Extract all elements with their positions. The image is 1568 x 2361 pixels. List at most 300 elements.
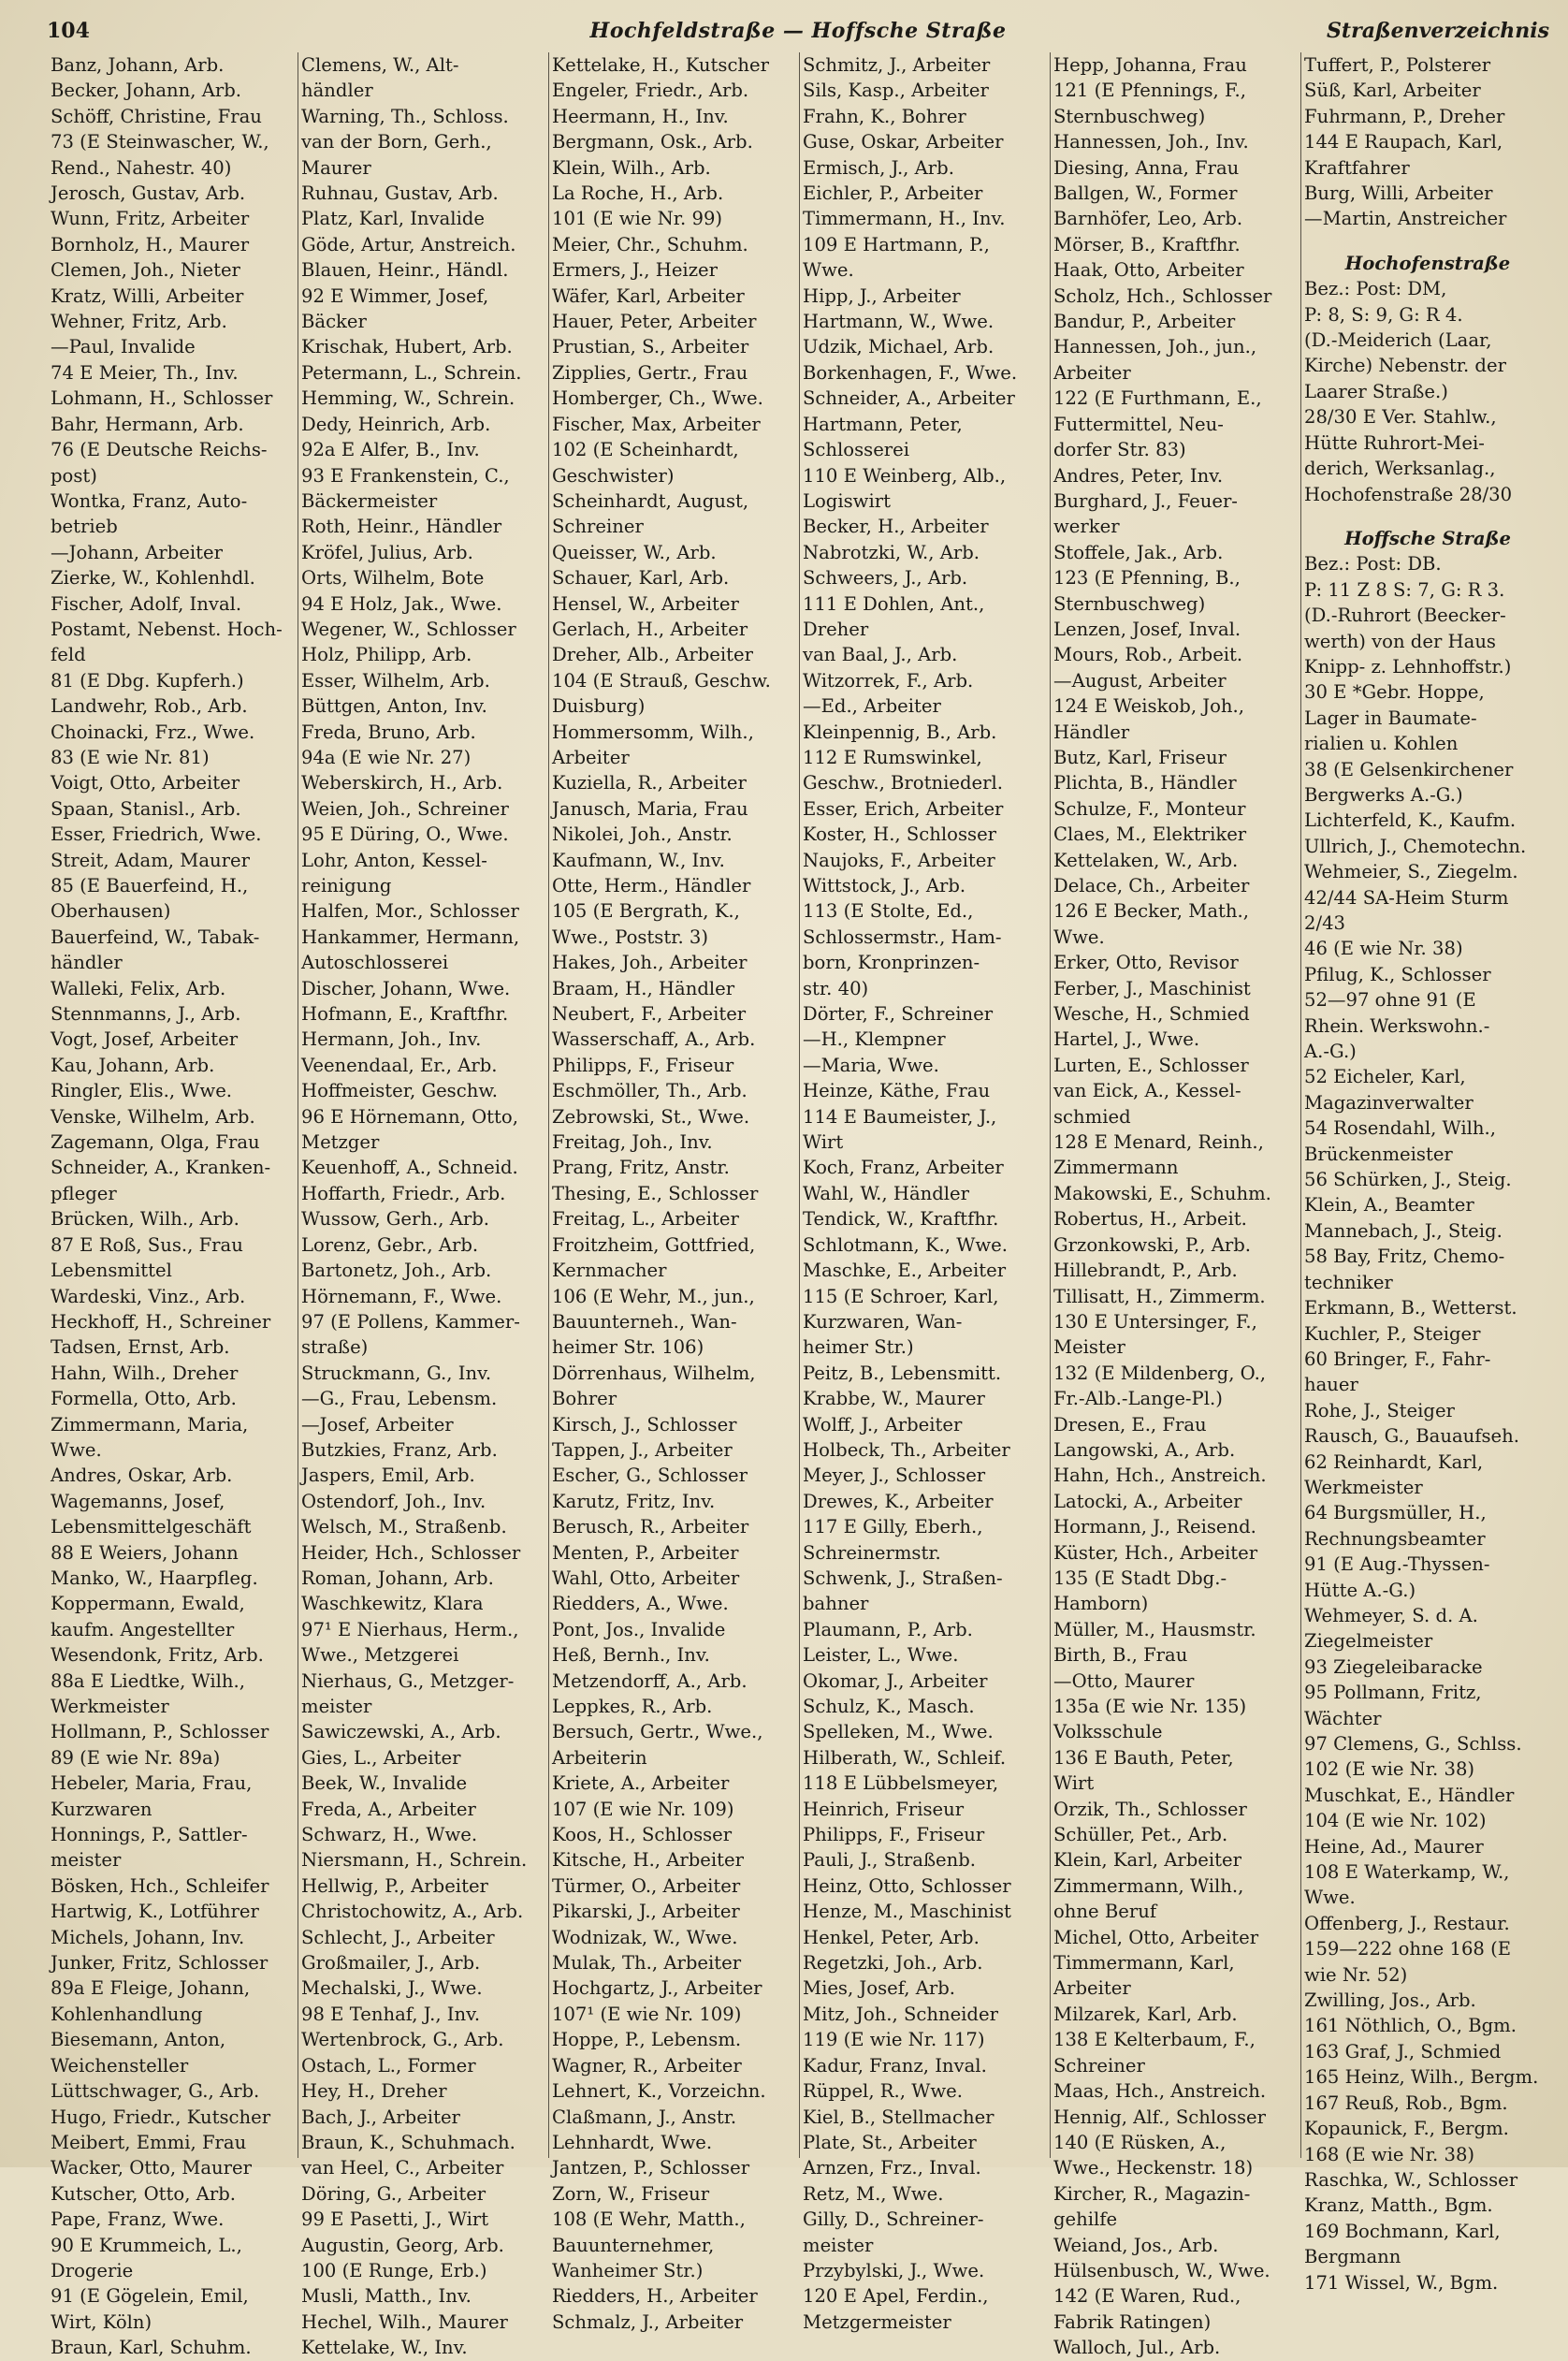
directory-entry: 117 E Gilly, Eberh., [803, 1516, 983, 1538]
directory-entry: Wegener, W., Schlosser [301, 618, 516, 640]
directory-entry: Hauer, Peter, Arbeiter [552, 311, 757, 333]
directory-entry: Bauerfeind, W., Tabak- [51, 925, 260, 948]
directory-entry: 165 Heinz, Wilh., Bergm. [1304, 2066, 1539, 2089]
directory-entry: Langowski, A., Arb. [1053, 1438, 1236, 1461]
directory-entry: Bauunterneh., Wan- [552, 1310, 737, 1333]
directory-entry: Tendick, W., Kraftfhr. [803, 1208, 999, 1231]
directory-entry: 96 E Hörnemann, Otto, [301, 1105, 518, 1128]
directory-entry: Schulze, F., Monteur [1053, 797, 1246, 820]
directory-entry: Arbeiterin [552, 1746, 647, 1769]
directory-entry: Wolff, J., Arbeiter [803, 1413, 963, 1436]
directory-entry: Maas, Hch., Anstreich. [1053, 2080, 1267, 2103]
directory-entry: Dresen, E., Frau [1053, 1413, 1207, 1436]
directory-entry: Schmalz, J., Arbeiter [552, 2310, 744, 2333]
directory-entry: Kaufmann, W., Inv. [552, 849, 725, 871]
directory-entry: 169 Bochmann, Karl, [1304, 2220, 1501, 2242]
directory-entry: Claes, M., Elektriker [1053, 823, 1247, 846]
directory-entry: Werkmeister [51, 1696, 169, 1717]
directory-entry: Sternbuschweg) [1053, 592, 1206, 615]
directory-entry: Wahl, Otto, Arbeiter [552, 1567, 740, 1589]
directory-entry: 92 E Wimmer, Josef, [301, 284, 489, 307]
directory-entry: Heß, Bernh., Inv. [552, 1644, 710, 1667]
directory-entry: Tappen, J., Arbeiter [552, 1438, 733, 1461]
directory-entry: Werkmeister [1304, 1476, 1423, 1498]
directory-entry: Burghard, J., Feuer- [1053, 489, 1238, 512]
directory-entry: 88a E Liedtke, Wilh., [51, 1669, 245, 1692]
directory-entry: Queisser, W., Arb. [552, 541, 717, 563]
directory-entry: 107¹ (E wie Nr. 109) [552, 2003, 742, 2025]
directory-entry: —August, Arbeiter [1053, 669, 1227, 692]
directory-entry: Schlossermstr., Ham- [803, 925, 1002, 948]
directory-entry: Walloch, Jul., Arb. [1053, 2337, 1221, 2359]
directory-entry: Heider, Hch., Schlosser [301, 1541, 521, 1564]
directory-entry: Heinz, Otto, Schlosser [803, 1874, 1011, 1897]
directory-entry: Leppkes, R., Arb. [552, 1696, 713, 1717]
directory-entry: Orzik, Th., Schlosser [1053, 1798, 1247, 1820]
directory-entry: Schwenk, J., Straßen- [803, 1567, 1003, 1589]
directory-entry: Walleki, Felix, Arb. [51, 977, 226, 999]
directory-entry: Fabrik Ratingen) [1053, 2310, 1212, 2333]
directory-entry: Formella, Otto, Arb. [51, 1388, 237, 1410]
directory-entry: (D.-Ruhrort (Beecker- [1304, 605, 1506, 627]
directory-entry: schmied [1053, 1105, 1131, 1128]
directory-entry: Weberskirch, H., Arb. [301, 772, 503, 794]
directory-entry: Scheinhardt, August, [552, 489, 749, 512]
directory-entry: 94a (E wie Nr. 27) [301, 746, 472, 768]
directory-entry: 126 E Becker, Math., [1053, 900, 1249, 923]
directory-entry: 42/44 SA-Heim Sturm [1304, 886, 1509, 909]
directory-entry: Venske, Wilhelm, Arb. [51, 1105, 255, 1128]
directory-entry: Biesemann, Anton, [51, 2029, 226, 2051]
directory-entry: Koos, H., Schlosser [552, 1824, 733, 1846]
directory-entry: Halfen, Mor., Schlosser [301, 900, 519, 923]
directory-entry: gehilfe [1053, 2208, 1118, 2231]
directory-entry: dorfer Str. 83) [1053, 439, 1186, 461]
directory-entry: Regetzki, Joh., Arb. [803, 1952, 983, 1975]
directory-entry: Volksschule [1053, 1721, 1163, 1743]
directory-entry: Pfilug, K., Schlosser [1304, 963, 1491, 985]
directory-entry: 107 (E wie Nr. 109) [552, 1798, 734, 1820]
directory-entry: Müller, M., Hausmstr. [1053, 1618, 1256, 1640]
directory-entry: techniker [1304, 1271, 1393, 1293]
directory-entry: Kriete, A., Arbeiter [552, 1772, 730, 1795]
directory-entry: post) [51, 464, 97, 487]
directory-entry: Bach, J., Arbeiter [301, 2106, 460, 2128]
directory-entry: Retz, M., Wwe. [803, 2182, 944, 2205]
directory-entry: Magazinverwalter [1304, 1091, 1474, 1114]
directory-entry: Schlecht, J., Arbeiter [301, 1926, 495, 1948]
directory-entry: Tuffert, P., Polsterer [1304, 54, 1491, 76]
directory-entry: Holbeck, Th., Arbeiter [803, 1438, 1010, 1461]
directory-entry: Michel, Otto, Arbeiter [1053, 1926, 1259, 1948]
directory-entry: 108 (E Wehr, Matth., [552, 2208, 746, 2231]
directory-entry: 30 E *Gebr. Hoppe, [1304, 681, 1485, 704]
directory-entry: van Baal, J., Arb. [803, 644, 958, 666]
column-1 [47, 52, 298, 2359]
directory-entry: 105 (E Bergrath, K., [552, 900, 740, 923]
directory-entry: Heermann, H., Inv. [552, 105, 729, 127]
directory-entry: Kernmacher [552, 1260, 667, 1282]
directory-entry: Lohmann, H., Schlosser [51, 387, 273, 410]
directory-entry: Kettelake, H., Kutscher [552, 54, 770, 76]
directory-entry: Barnhöfer, Leo, Arb. [1053, 208, 1243, 230]
directory-entry: —G., Frau, Lebensm. [301, 1388, 498, 1410]
directory-entry: Kircher, R., Magazin- [1053, 2182, 1251, 2205]
directory-entry: Kohlenhandlung [51, 2003, 203, 2025]
directory-entry: Henkel, Peter, Arb. [803, 1926, 980, 1948]
directory-entry: 56 Schürken, J., Steig. [1304, 1169, 1512, 1191]
column-2 [298, 52, 548, 2359]
directory-entry: Maurer [301, 156, 371, 179]
directory-entry: Hamborn) [1053, 1593, 1149, 1615]
directory-entry: Hochofenstraße 28/30 [1304, 483, 1513, 505]
section-title: Straßenverzeichnis [1327, 19, 1549, 43]
directory-entry: Ermers, J., Heizer [552, 259, 718, 282]
directory-entry: Otte, Herm., Händler [552, 875, 751, 896]
directory-entry: —H., Klempner [803, 1028, 946, 1051]
directory-entry: Lenzen, Josef, Inval. [1053, 618, 1241, 640]
directory-entry: Brücken, Wilh., Arb. [51, 1208, 240, 1231]
directory-entry: Hellwig, P., Arbeiter [301, 1874, 488, 1897]
directory-entry: Türmer, O., Arbeiter [552, 1874, 741, 1897]
directory-entry: 102 (E Scheinhardt, [552, 439, 739, 461]
directory-entry: Mies, Josef, Arb. [803, 1977, 956, 2000]
directory-entry: Freda, A., Arbeiter [301, 1798, 476, 1820]
directory-entry: Banz, Johann, Arb. [51, 54, 225, 76]
directory-entry: Wittstock, J., Arb. [803, 875, 966, 896]
directory-entry: Koster, H., Schlosser [803, 823, 997, 846]
directory-entry: Hollmann, P., Schlosser [51, 1721, 269, 1743]
directory-entry: 95 E Düring, O., Wwe. [301, 823, 509, 846]
directory-entry: Diesing, Anna, Frau [1053, 156, 1240, 179]
directory-entry: Koppermann, Ewald, [51, 1593, 245, 1615]
directory-entry: Wagemanns, Josef, [51, 1490, 225, 1512]
directory-entry: bahner [803, 1593, 869, 1615]
directory-entry: Plichta, B., Händler [1053, 772, 1237, 794]
directory-entry: Arbeiter [552, 746, 630, 768]
directory-entry: Braam, H., Händler [552, 977, 735, 999]
directory-entry: Heine, Ad., Maurer [1304, 1835, 1484, 1858]
directory-entry: 112 E Rumswinkel, [803, 746, 982, 768]
directory-entry: Veenendaal, Er., Arb. [301, 1054, 498, 1076]
directory-entry: Ringler, Elis., Wwe. [51, 1080, 233, 1102]
directory-entry: Latocki, A., Arbeiter [1053, 1490, 1242, 1512]
directory-entry: Kleinpennig, B., Arb. [803, 721, 997, 743]
directory-entry: Struckmann, G., Inv. [301, 1362, 492, 1384]
directory-entry: —Martin, Anstreicher [1304, 208, 1507, 230]
directory-entry: Schulz, K., Masch. [803, 1696, 975, 1717]
directory-entry: Heckhoff, H., Schreiner [51, 1310, 271, 1333]
directory-entry: Meyer, J., Schlosser [803, 1465, 986, 1487]
directory-entry: Voigt, Otto, Arbeiter [51, 772, 240, 794]
directory-entry: 119 (E wie Nr. 117) [803, 2029, 985, 2051]
directory-entry: Roth, Heinr., Händler [301, 516, 502, 538]
directory-entry: Schreiner [1053, 2054, 1145, 2077]
directory-entry: Raschka, W., Schlosser [1304, 2168, 1518, 2191]
directory-entry: Autoschlosserei [301, 952, 449, 974]
directory-entry: Offenberg, J., Restaur. [1304, 1912, 1510, 1934]
directory-entry: Weien, Joh., Schreiner [301, 797, 509, 820]
directory-entry: Klein, Wilh., Arb. [552, 156, 711, 179]
directory-entry: Schlosserei [803, 439, 910, 461]
directory-entry: Wardeski, Vinz., Arb. [51, 1285, 246, 1307]
directory-entry: str. 40) [803, 977, 869, 999]
directory-entry: Arnzen, Frz., Inval. [803, 2157, 981, 2179]
directory-entry: Fuhrmann, P., Dreher [1304, 105, 1505, 127]
directory-entry: Wagner, R., Arbeiter [552, 2054, 742, 2077]
directory-entry: 104 (E Strauß, Geschw. [552, 669, 771, 692]
directory-entry: Streit, Adam, Maurer [51, 849, 250, 871]
directory-entry: Ostendorf, Joh., Inv. [301, 1490, 486, 1512]
directory-entry: 101 (E wie Nr. 99) [552, 208, 723, 230]
directory-entry: 124 E Weiskob, Joh., [1053, 695, 1245, 718]
page-number: 104 [47, 19, 90, 43]
directory-entry: händler [301, 80, 373, 102]
directory-entry: Wunn, Fritz, Arbeiter [51, 208, 250, 230]
directory-entry: Bez.: Post: DB. [1304, 553, 1442, 576]
directory-entry: 97 (E Pollens, Kammer- [301, 1310, 520, 1333]
directory-entry: Riedders, A., Wwe. [552, 1593, 729, 1615]
directory-entry: Hakes, Joh., Arbeiter [552, 952, 748, 974]
directory-entry: —Paul, Invalide [51, 336, 196, 358]
directory-entry: 92a E Alfer, B., Inv. [301, 439, 480, 461]
directory-entry: Landwehr, Rob., Arb. [51, 695, 248, 718]
directory-entry: Hahn, Hch., Anstreich. [1053, 1465, 1267, 1487]
directory-entry: 73 (E Steinwascher, W., [51, 131, 269, 153]
directory-entry: Bandur, P., Arbeiter [1053, 311, 1236, 333]
directory-entry: 136 E Bauth, Peter, [1053, 1746, 1234, 1769]
directory-entry: Nikolei, Joh., Anstr. [552, 823, 733, 846]
directory-entry: Bäcker [301, 311, 367, 333]
directory-entry: 87 E Roß, Sus., Frau [51, 1233, 243, 1256]
directory-entry: Wwe., Poststr. 3) [552, 925, 709, 948]
directory-entry: Prustian, S., Arbeiter [552, 336, 749, 358]
directory-entry: Froitzheim, Gottfried, [552, 1233, 756, 1256]
directory-entry: van Eick, A., Kessel- [1053, 1080, 1241, 1102]
directory-entry: Sawiczewski, A., Arb. [301, 1721, 501, 1743]
directory-entry: Bauunternehmer, [552, 2234, 715, 2256]
spacer [1304, 507, 1551, 520]
directory-entry: Ziegelmeister [1304, 1630, 1433, 1653]
directory-entry: 171 Wissel, W., Bgm. [1304, 2271, 1499, 2294]
directory-entry: Spelleken, M., Wwe. [803, 1721, 994, 1743]
directory-entry: Schlotmann, K., Wwe. [803, 1233, 1008, 1256]
directory-entry: Kuchler, P., Steiger [1304, 1322, 1481, 1345]
directory-entry: Mours, Rob., Arbeit. [1053, 644, 1243, 666]
directory-entry: Hennig, Alf., Schlosser [1053, 2106, 1266, 2128]
directory-entry: Fischer, Max, Arbeiter [552, 413, 761, 435]
directory-entry: Drewes, K., Arbeiter [803, 1490, 994, 1512]
directory-entry: händler [51, 952, 123, 974]
directory-entry: reinigung [301, 875, 392, 896]
directory-entry: —Otto, Maurer [1053, 1669, 1195, 1692]
directory-entry: Grzonkowski, P., Arb. [1053, 1233, 1252, 1256]
directory-entry: Rhein. Werkswohn.- [1304, 1014, 1490, 1037]
directory-entry: Lager in Baumate- [1304, 707, 1477, 729]
directory-entry: Pikarski, J., Arbeiter [552, 1901, 740, 1923]
directory-entry: 38 (E Gelsenkirchener [1304, 758, 1514, 780]
directory-entry: Naujoks, F., Arbeiter [803, 849, 995, 871]
directory-entry: Tillisatt, H., Zimmerm. [1053, 1285, 1266, 1307]
directory-entry: Waschkewitz, Klara [301, 1593, 484, 1615]
directory-entry: Philipps, F., Friseur [552, 1054, 734, 1076]
directory-entry: Rüppel, R., Wwe. [803, 2080, 963, 2103]
directory-entry: Kopaunick, F., Bergm. [1304, 2118, 1509, 2140]
directory-entry: Wehmeyer, S. d. A. [1304, 1604, 1478, 1626]
directory-entry: Rend., Nahestr. 40) [51, 156, 232, 179]
directory-entry: Händler [1053, 721, 1130, 743]
directory-entry: Ermisch, J., Arb. [803, 156, 954, 179]
directory-entry: 95 Pollmann, Fritz, [1304, 1682, 1482, 1704]
directory-entry: Weichensteller [51, 2054, 189, 2077]
directory-entry: Bartonetz, Joh., Arb. [301, 1260, 492, 1282]
directory-entry: Hankammer, Hermann, [301, 925, 520, 948]
directory-entry: Braun, K., Schuhmach. [301, 2131, 515, 2153]
directory-entry: Hahn, Wilh., Dreher [51, 1362, 239, 1384]
directory-entry: Koch, Franz, Arbeiter [803, 1157, 1004, 1179]
directory-entry: Braun, Karl, Schuhm. [51, 2337, 252, 2359]
directory-entry: Augustin, Georg, Arb. [301, 2234, 504, 2256]
directory-entry: Dedy, Heinrich, Arb. [301, 413, 491, 435]
directory-entry: Kirsch, J., Schlosser [552, 1413, 737, 1436]
directory-entry: Platz, Karl, Invalide [301, 208, 485, 230]
directory-entry: La Roche, H., Arb. [552, 182, 724, 205]
directory-entry: Manko, W., Haarpfleg. [51, 1567, 258, 1589]
directory-entry: Rausch, G., Bauaufseh. [1304, 1425, 1519, 1448]
directory-entry: Udzik, Michael, Arb. [803, 336, 995, 358]
directory-entry: Zimmermann, Maria, [51, 1413, 249, 1436]
directory-entry: Wehner, Fritz, Arb. [51, 311, 227, 333]
directory-entry: Wäfer, Karl, Arbeiter [552, 284, 745, 307]
directory-entry: Nierhaus, G., Metzger- [301, 1669, 515, 1692]
directory-entry: 135a (E wie Nr. 135) [1053, 1696, 1247, 1717]
directory-entry: Kettelaken, W., Arb. [1053, 849, 1239, 871]
directory-entry: Junker, Fritz, Schlosser [51, 1952, 269, 1975]
directory-entry: Kitsche, H., Arbeiter [552, 1849, 745, 1872]
column-4 [799, 52, 1050, 2333]
directory-entry: Lohr, Anton, Kessel- [301, 849, 487, 871]
directory-entry: Schüller, Pet., Arb. [1053, 1824, 1228, 1846]
directory-entry: Przybylski, J., Wwe. [803, 2259, 985, 2281]
directory-entry: 81 (E Dbg. Kupferh.) [51, 669, 244, 692]
directory-entry: Bornholz, H., Maurer [51, 233, 250, 255]
directory-entry: Metzger [301, 1131, 380, 1154]
directory-entry: Tadsen, Ernst, Arb. [51, 1336, 230, 1359]
column-6 [1300, 52, 1551, 2294]
directory-entry: Kratz, Willi, Arbeiter [51, 284, 244, 307]
directory-entry: 118 E Lübbelsmeyer, [803, 1772, 999, 1795]
directory-entry: 52—97 ohne 91 (E [1304, 989, 1476, 1012]
directory-entry: 89 (E wie Nr. 89a) [51, 1746, 221, 1769]
directory-entry: 109 E Hartmann, P., [803, 233, 990, 255]
directory-entry: Clemens, W., Alt- [301, 54, 459, 76]
directory-entry: Burg, Willi, Arbeiter [1304, 182, 1493, 205]
column-3 [548, 52, 799, 2333]
directory-entry: Schreinermstr. [803, 1541, 941, 1564]
directory-entry: pfleger [51, 1182, 117, 1204]
directory-entry: Eichler, P., Arbeiter [803, 182, 983, 205]
directory-entry: 64 Burgsmüller, H., [1304, 1502, 1487, 1524]
directory-entry: Wwe. [1304, 1887, 1356, 1909]
directory-entry: Klein, A., Beamter [1304, 1194, 1474, 1217]
directory-entry: Zorn, W., Friseur [552, 2182, 710, 2205]
directory-entry: Erker, Otto, Revisor [1053, 952, 1239, 974]
directory-entry: 100 (E Runge, Erb.) [301, 2259, 487, 2281]
directory-entry: Gies, L., Arbeiter [301, 1746, 461, 1769]
directory-entry: Bösken, Hch., Schleifer [51, 1874, 269, 1897]
directory-entry: Schauer, Karl, Arb. [552, 567, 730, 590]
directory-entry: Escher, G., Schlosser [552, 1465, 748, 1487]
directory-entry: Jerosch, Gustav, Arb. [51, 182, 246, 205]
directory-entry: Engeler, Friedr., Arb. [552, 80, 749, 102]
directory-entry: Timmermann, H., Inv. [803, 208, 1006, 230]
directory-entry: Wehmeier, S., Ziegelm. [1304, 861, 1518, 883]
directory-entry: Zagemann, Olga, Frau [51, 1131, 260, 1154]
directory-entry: Schöff, Christine, Frau [51, 105, 262, 127]
directory-entry: 54 Rosendahl, Wilh., [1304, 1117, 1496, 1140]
directory-entry: Sternbuschweg) [1053, 105, 1206, 127]
directory-entry: born, Kronprinzen- [803, 952, 980, 974]
directory-entry: Heinrich, Friseur [803, 1798, 965, 1820]
directory-entry: Witzorrek, F., Arb. [803, 669, 974, 692]
directory-entry: (D.-Meiderich (Laar, [1304, 329, 1492, 352]
directory-entry: Borkenhagen, F., Wwe. [803, 361, 1018, 384]
directory-entry: Gilly, D., Schreiner- [803, 2208, 984, 2231]
directory-entry: derich, Werksanlag., [1304, 458, 1496, 480]
directory-entry: Wirt [1053, 1772, 1095, 1795]
directory-entry: Heinze, Käthe, Frau [803, 1080, 991, 1102]
directory-entry: 102 (E wie Nr. 38) [1304, 1758, 1475, 1781]
directory-entry: Erkmann, B., Wetterst. [1304, 1297, 1517, 1319]
directory-entry: 58 Bay, Fritz, Chemo- [1304, 1246, 1505, 1268]
directory-entry: Ostach, L., Former [301, 2054, 476, 2077]
directory-entry: Lehnert, K., Vorzeichn. [552, 2080, 766, 2103]
directory-entry: Wwe. [1053, 925, 1105, 948]
directory-entry: Nabrotzki, W., Arb. [803, 541, 980, 563]
directory-entry: Butzkies, Franz, Arb. [301, 1438, 498, 1461]
street-heading: Hoffsche Straße [1344, 527, 1511, 549]
directory-entry: 113 (E Stolte, Ed., [803, 900, 974, 923]
directory-entry: Sils, Kasp., Arbeiter [803, 80, 989, 102]
directory-entry: Hillebrandt, P., Arb. [1053, 1260, 1238, 1282]
directory-entry: 85 (E Bauerfeind, H., [51, 875, 249, 896]
directory-entry: —Maria, Wwe. [803, 1054, 939, 1076]
directory-entry: meister [51, 1849, 122, 1872]
directory-entry: Becker, H., Arbeiter [803, 516, 989, 538]
directory-entry: Schreiner [552, 516, 644, 538]
directory-entry: Hoffmeister, Geschw. [301, 1080, 499, 1102]
directory-entry: Geschw., Brotniederl. [803, 772, 1003, 794]
directory-entry: 168 (E wie Nr. 38) [1304, 2143, 1475, 2165]
directory-entry: 110 E Weinberg, Alb., [803, 464, 1007, 487]
directory-entry: meister [803, 2234, 874, 2256]
directory-entry: Lorenz, Gebr., Arb. [301, 1233, 479, 1256]
directory-entry: Jaspers, Emil, Arb. [301, 1465, 475, 1487]
directory-entry: Scholz, Hch., Schlosser [1053, 284, 1272, 307]
directory-entry: Stennmanns, J., Arb. [51, 1003, 241, 1026]
directory-entry: Bergwerks A.-G.) [1304, 783, 1463, 806]
directory-entry: Kirche) Nebenstr. der [1304, 355, 1506, 377]
directory-entry: Hütte Ruhrort-Mei- [1304, 431, 1485, 454]
directory-entry: 163 Graf, J., Schmied [1304, 2040, 1502, 2062]
directory-entry: Kurzwaren [51, 1798, 152, 1820]
directory-entry: 142 (E Waren, Rud., [1053, 2285, 1241, 2308]
directory-entry: Schmitz, J., Arbeiter [803, 54, 991, 76]
directory-entry: 121 (E Pfennings, F., [1053, 80, 1247, 102]
directory-entry: Eschmöller, Th., Arb. [552, 1080, 748, 1102]
directory-entry: 52 Eicheler, Karl, [1304, 1066, 1466, 1088]
directory-entry: Hütte A.-G.) [1304, 1579, 1416, 1601]
